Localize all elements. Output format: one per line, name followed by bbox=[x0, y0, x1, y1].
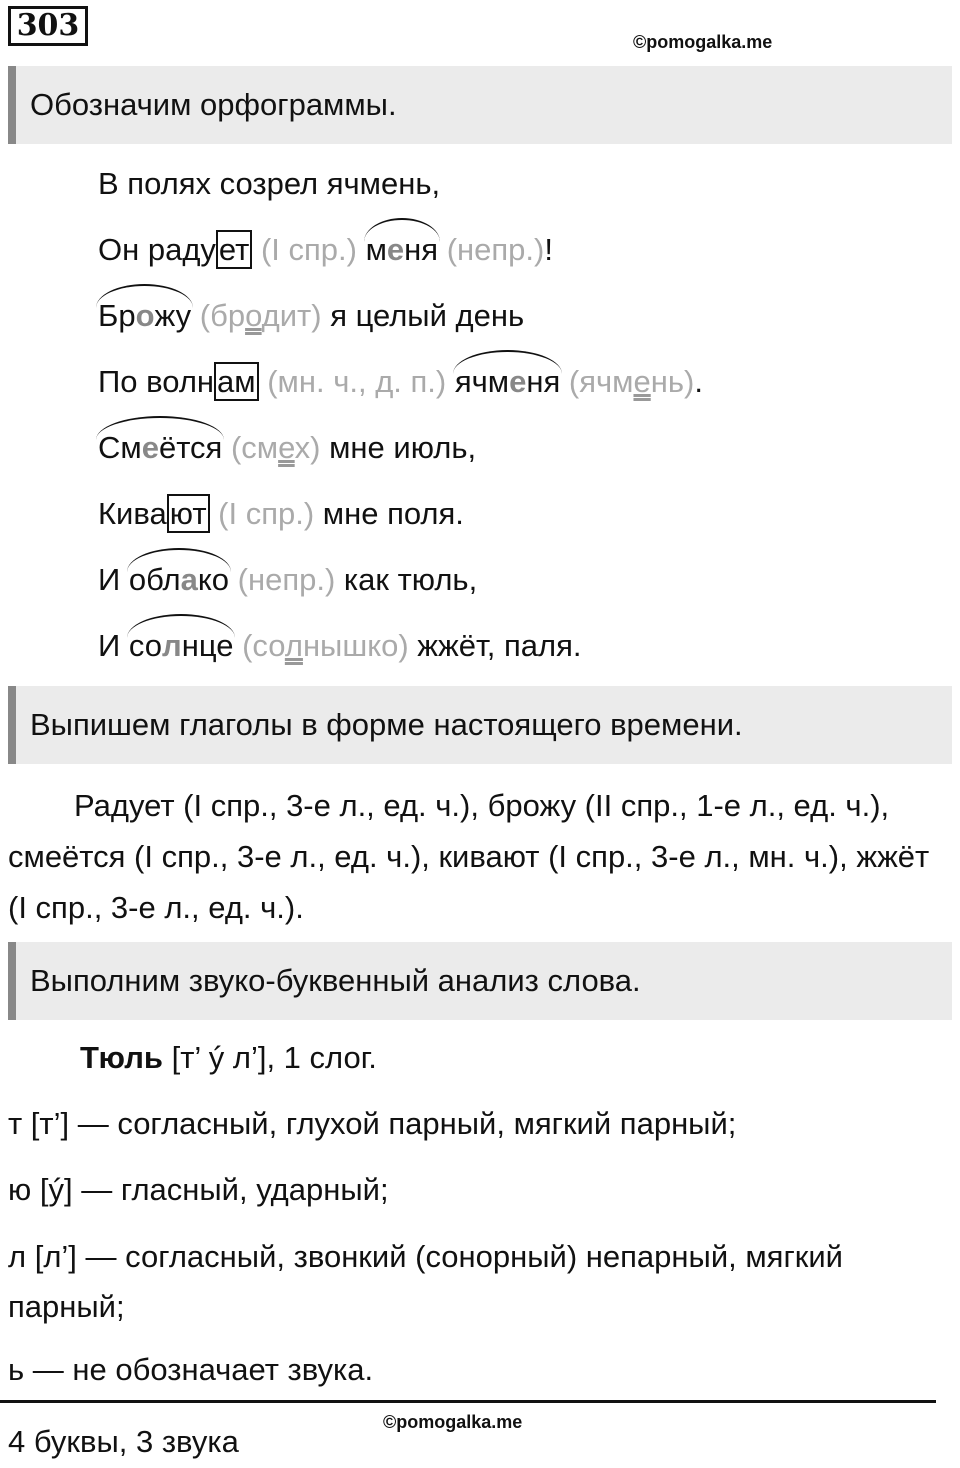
analysis-heading bbox=[80, 1040, 377, 1076]
root-arc: меня bbox=[366, 230, 438, 270]
root-arc: Смеётся bbox=[98, 428, 222, 468]
analysis-t-line: т [т’] — согласный, глухой парный, мягкий парный; bbox=[8, 1106, 737, 1141]
root-arc: солнце bbox=[129, 626, 234, 666]
poem-line-4: По волнам (мн. ч., д. п.) ячменя (ячмень). bbox=[98, 362, 703, 402]
section-title-verbs: Выпишем глаголы в форме настоящего времени. bbox=[8, 686, 952, 764]
analysis-word: Тюль bbox=[80, 1040, 163, 1075]
analysis-l-line: л [л’] — согласный, звонкий (сонорный) непарный, мягкий парный; bbox=[8, 1239, 843, 1324]
root-arc: облако bbox=[129, 560, 229, 600]
exercise-number: 303 bbox=[8, 6, 88, 46]
poem-line-6: Кивают (I спр.) мне поля. bbox=[98, 496, 464, 531]
root-arc: Брожу bbox=[98, 296, 191, 336]
poem-line-5: Смеётся (смех) мне июль, bbox=[98, 428, 476, 468]
poem-line-8: И солнце (солнышко) жжёт, паля. bbox=[98, 626, 582, 666]
poem-line-7: И облако (непр.) как тюль, bbox=[98, 560, 477, 600]
ending-box: ам bbox=[214, 362, 259, 401]
poem-line-2: Он радует (I спр.) меня (непр.)! bbox=[98, 230, 553, 270]
bottom-divider bbox=[0, 1400, 936, 1403]
poem-line-1: В полях созрел ячмень, bbox=[98, 166, 441, 201]
analysis-soft-sign-line: ь — не обозначает звука. bbox=[8, 1352, 374, 1387]
analysis-summary: 4 буквы, 3 звука bbox=[8, 1424, 239, 1459]
analysis-transcription: [т’ ý л’], 1 слог. bbox=[162, 1040, 377, 1075]
watermark-bottom: ©pomogalka.me bbox=[383, 1412, 523, 1432]
verbs-paragraph: Радует (I спр., 3-е л., ед. ч.), брожу (II спр., 1-е л., ед. ч.), смеётся (I спр., 3-е л., ед. ч.), кивают (I спр., 3-е л., мн. ч.), жжёт (I спр., 3-е л., ед. ч.). bbox=[8, 788, 930, 925]
ending-box: ют bbox=[167, 494, 210, 533]
section-title-orthograms: Обозначим орфограммы. bbox=[8, 66, 952, 144]
poem-line-3: Брожу (бродит) я целый день bbox=[98, 296, 524, 336]
watermark-top: ©pomogalka.me bbox=[633, 32, 773, 52]
root-arc: ячменя bbox=[455, 362, 560, 402]
section-title-analysis: Выполним звуко-буквенный анализ слова. bbox=[8, 942, 952, 1020]
analysis-yu-line: ю [ý] — гласный, ударный; bbox=[8, 1172, 389, 1207]
ending-box: ет bbox=[216, 230, 252, 269]
